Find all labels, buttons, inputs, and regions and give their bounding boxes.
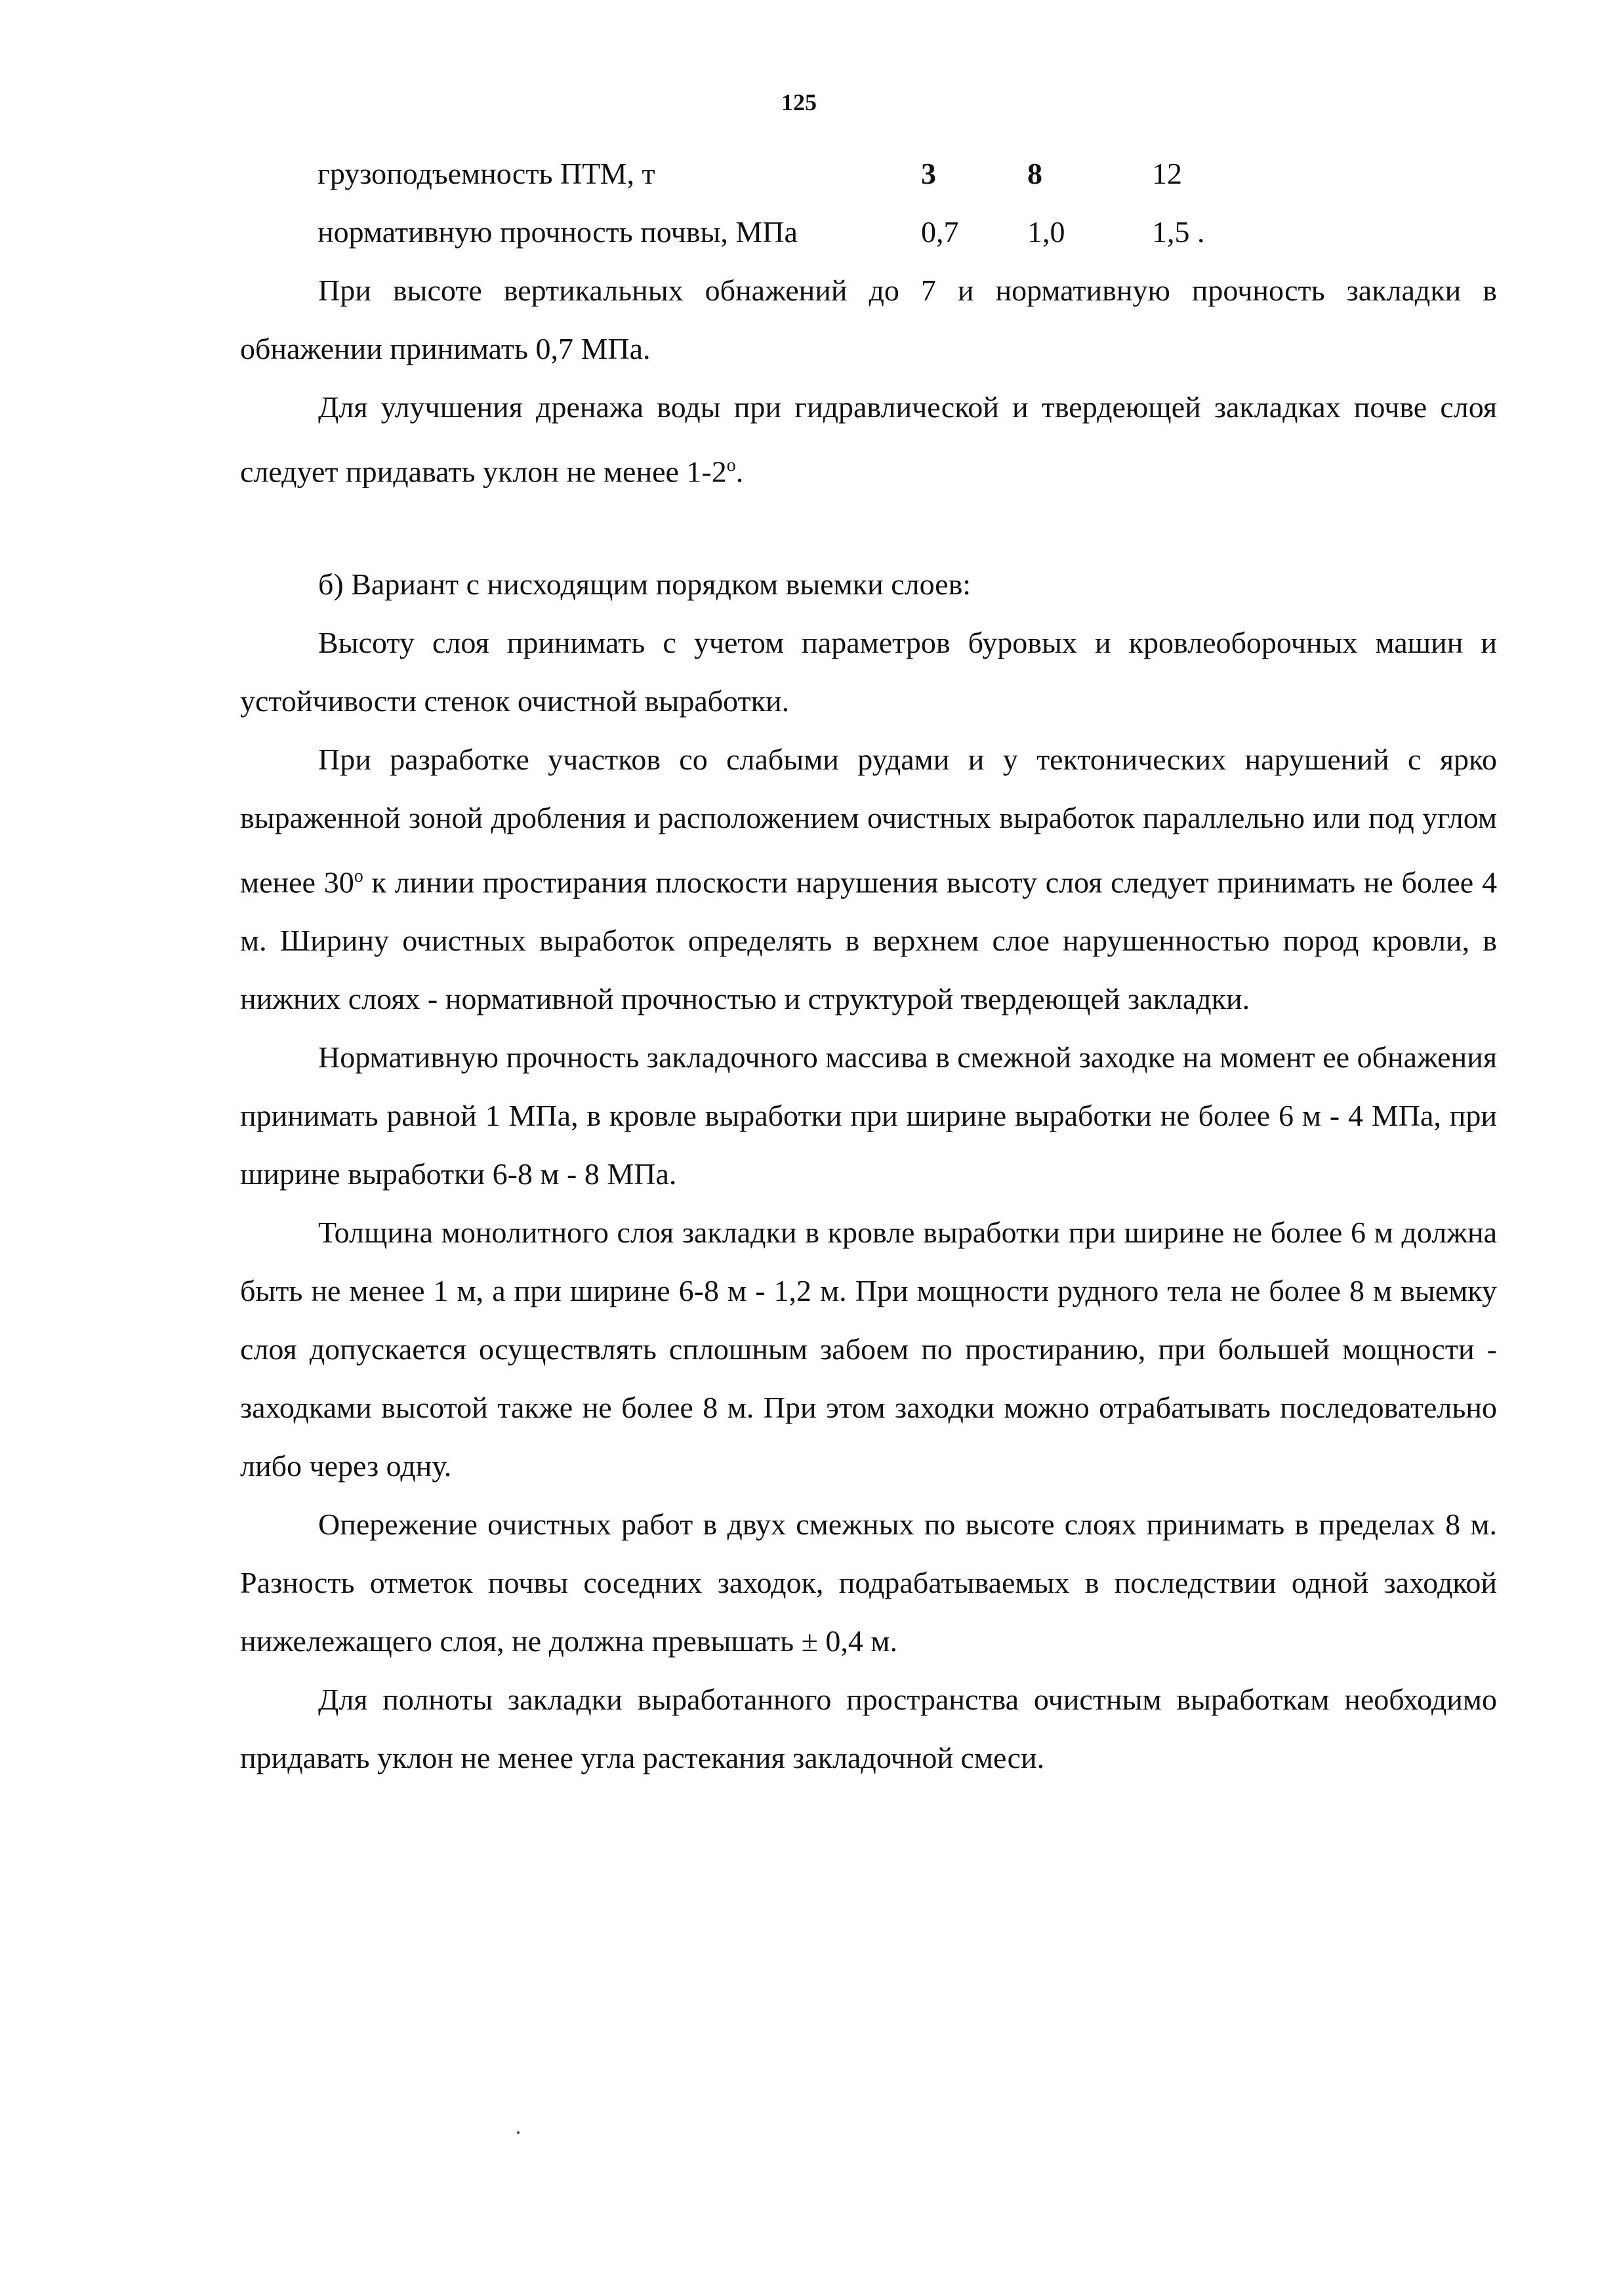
paragraph-text: Для улучшения дренажа воды при гидравлической и твердеющей закладках почве слоя следует придавать уклон не менее 1-2 [240, 390, 1497, 489]
row-value-2: 1,0 [1027, 215, 1065, 249]
row-value-3: 1,5 . [1152, 215, 1205, 249]
row-value-1: 3 [921, 157, 936, 190]
section-a [240, 261, 1497, 501]
paragraph: При высоте вертикальных обнажений до 7 и нормативную прочность закладки в обнажении принимать 0,7 МПа. [240, 274, 1497, 365]
degree-superscript: o [354, 866, 363, 886]
paragraph: Нормативную прочность закладочного массива в смежной заходке на момент ее обнажения принимать равной 1 МПа, в кровле выработки при ширине выработки не более 6 м - 4 МПа, при ширине выработки 6-8 м - 8 МПа. [240, 1040, 1497, 1191]
paragraph: Толщина монолитного слоя закладки в кровле выработки при ширине не более 6 м должна быть не менее 1 м, а при ширине 6-8 м - 1,2 м. При мощности рудного тела не более 8 м выемку слоя допускается осуществлять сплошным забоем по простиранию, при большей мощности - заходками высотой также не более 8 м. При этом заходки можно отрабатывать последовательно либо через одну. [240, 1216, 1497, 1483]
row-value-2: 8 [1027, 157, 1042, 190]
paragraph-text-cont: к линии простирания плоскости нарушения высоту слоя следует принимать не более 4 м. Ширину очистных выработок определять в верхнем слое нарушенностью пород кровли, в нижних слоях - нормативной прочностью и структурой твердеющей закладки. [240, 865, 1497, 1016]
row-label: грузоподъемность ПТМ, т [318, 157, 655, 190]
row-label: нормативную прочность почвы, МПа [318, 215, 798, 249]
paragraph-end: . [735, 455, 744, 489]
paragraph: Высоту слоя принимать с учетом параметров буровых и кровлеоборочных машин и устойчивости стенок очистной выработки. [240, 626, 1497, 718]
row-value-1: 0,7 [921, 215, 959, 249]
paragraph: Опережение очистных работ в двух смежных по высоте слоях принимать в пределах 8 м. Разность отметок почвы соседних заходок, подрабатываемых в последствии одной заходкой нижележащего слоя, не должна превышать ± 0,4 м. [240, 1507, 1497, 1658]
scan-speck [517, 2131, 520, 2134]
paragraph-text: При разработке участков со слабыми рудами и у тектонических нарушений с ярко выраженной зоной дробления и расположением очистных выработок параллельно или под углом менее 30 [240, 743, 1497, 899]
paragraph [240, 730, 1497, 1028]
section-heading: б) Вариант с нисходящим порядком выемки слоев: [318, 567, 972, 601]
paragraph: Для полноты закладки выработанного пространства очистным выработкам необходимо придавать уклон не менее угла растекания закладочной смеси. [240, 1683, 1497, 1775]
parameter-table [318, 144, 1498, 261]
section-b [240, 555, 1497, 1787]
page-number: 125 [781, 89, 817, 115]
table-row [318, 144, 1498, 203]
row-value-3: 12 [1152, 157, 1182, 190]
paragraph [240, 378, 1497, 501]
table-row [318, 203, 1498, 261]
degree-superscript: o [726, 455, 736, 476]
